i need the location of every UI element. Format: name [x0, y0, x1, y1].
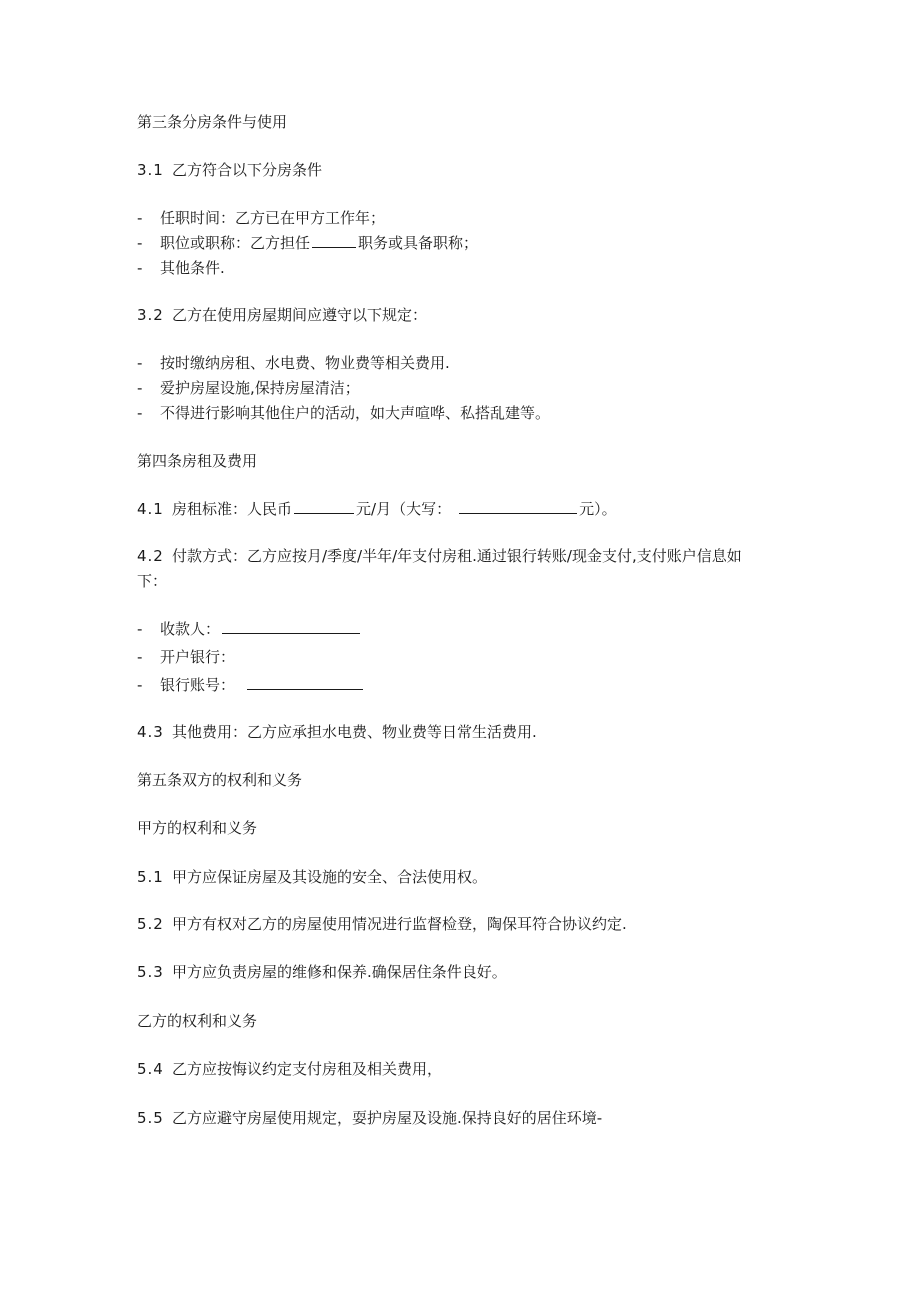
section-3-2 — [137, 305, 427, 325]
list-item — [137, 258, 225, 278]
section-4-3 — [137, 722, 537, 742]
section-text: 其他费用：乙方应承担水电费、物业费等日常生活费用. — [172, 723, 537, 741]
section-text: 房租标准：人民币 — [172, 500, 293, 518]
article3-title: 第三条分房条件与使用 — [137, 113, 288, 131]
section-number: 5.1 — [137, 868, 164, 886]
list-item — [137, 208, 385, 228]
bullet-dash: - — [137, 379, 143, 397]
section-text: 付款方式：乙方应按月/季度/半年/年支付房租.通过银行转账/现金支付,支付账户信息如 — [172, 547, 742, 565]
section-number: 5.5 — [137, 1109, 164, 1127]
section-number: 3.1 — [137, 161, 164, 179]
fill-in-blank-rent-uppercase[interactable] — [459, 499, 577, 514]
list-item-text: 收款人： — [160, 620, 221, 638]
section-text: 甲方应负责房屋的维修和保养.确保居住条件良好。 — [172, 963, 507, 981]
fill-in-blank-position[interactable] — [312, 233, 356, 248]
list-item-text: 职务或具备职称； — [358, 234, 479, 252]
section-5-5 — [137, 1108, 602, 1128]
list-item — [137, 675, 365, 695]
list-item-text: 其他条件. — [160, 259, 225, 277]
fill-in-blank-rent-amount[interactable] — [294, 499, 354, 514]
section-3-1 — [137, 160, 322, 180]
section-text: 乙方应按悔议约定支付房租及相关费用， — [172, 1060, 443, 1078]
bullet-dash: - — [137, 259, 143, 277]
list-item — [137, 378, 360, 398]
section-text: 乙方应避守房屋使用规定，耍护房屋及设施.保持良好的居住环境- — [172, 1109, 603, 1127]
section-number: 3.2 — [137, 306, 164, 324]
bullet-dash: - — [137, 620, 143, 638]
list-item — [137, 353, 450, 373]
list-item-text: 爱护房屋设施,保持房屋清洁； — [160, 379, 360, 397]
section-4-2 — [137, 546, 742, 566]
section-number: 5.4 — [137, 1060, 164, 1078]
party-b-heading: 乙方的权利和义务 — [137, 1012, 258, 1030]
list-item-text: 职位或职称：乙方担任 — [160, 234, 311, 252]
list-item — [137, 647, 235, 667]
list-item-text: 银行账号： — [160, 676, 236, 694]
list-item — [137, 619, 362, 639]
bullet-dash: - — [137, 354, 143, 372]
party-a-heading: 甲方的权利和义务 — [137, 819, 258, 837]
article4-title: 第四条房租及费用 — [137, 452, 258, 470]
section-text: 乙方符合以下分房条件 — [172, 161, 323, 179]
fill-in-blank-payee[interactable] — [222, 619, 360, 634]
section-text: 元）。 — [579, 500, 617, 518]
section-number: 5.3 — [137, 963, 164, 981]
section-text: 甲方有权对乙方的房屋使用情况进行监督检登，陶保耳符合协议约定. — [172, 915, 627, 933]
section-number: 5.2 — [137, 915, 164, 933]
section-number: 4.3 — [137, 723, 164, 741]
section-text: 乙方在使用房屋期间应遵守以下规定： — [172, 306, 428, 324]
list-item — [137, 233, 478, 253]
section-5-2 — [137, 914, 627, 934]
bullet-dash: - — [137, 209, 143, 227]
section-4-1 — [137, 499, 617, 519]
list-item — [137, 403, 550, 423]
section-5-3 — [137, 962, 507, 982]
list-item-text: 按时缴纳房租、水电费、物业费等相关费用. — [160, 354, 450, 372]
section-text: 元/月（大写： — [356, 500, 452, 518]
list-item-text: 任职时间：乙方已在甲方工作年； — [160, 209, 386, 227]
section-4-2-continued: 下： — [137, 572, 168, 590]
list-item-text: 不得进行影响其他住户的活动，如大声喧哗、私搭乱建等。 — [160, 404, 551, 422]
fill-in-blank-account-number[interactable] — [247, 675, 363, 690]
section-text: 甲方应保证房屋及其设施的安全、合法使用权。 — [172, 868, 488, 886]
bullet-dash: - — [137, 648, 143, 666]
section-number: 4.1 — [137, 500, 164, 518]
list-item-text: 开户银行： — [160, 648, 236, 666]
section-5-4 — [137, 1059, 442, 1079]
bullet-dash: - — [137, 676, 143, 694]
section-5-1 — [137, 867, 487, 887]
article5-title: 第五条双方的权利和义务 — [137, 771, 303, 789]
bullet-dash: - — [137, 234, 143, 252]
bullet-dash: - — [137, 404, 143, 422]
section-number: 4.2 — [137, 547, 164, 565]
